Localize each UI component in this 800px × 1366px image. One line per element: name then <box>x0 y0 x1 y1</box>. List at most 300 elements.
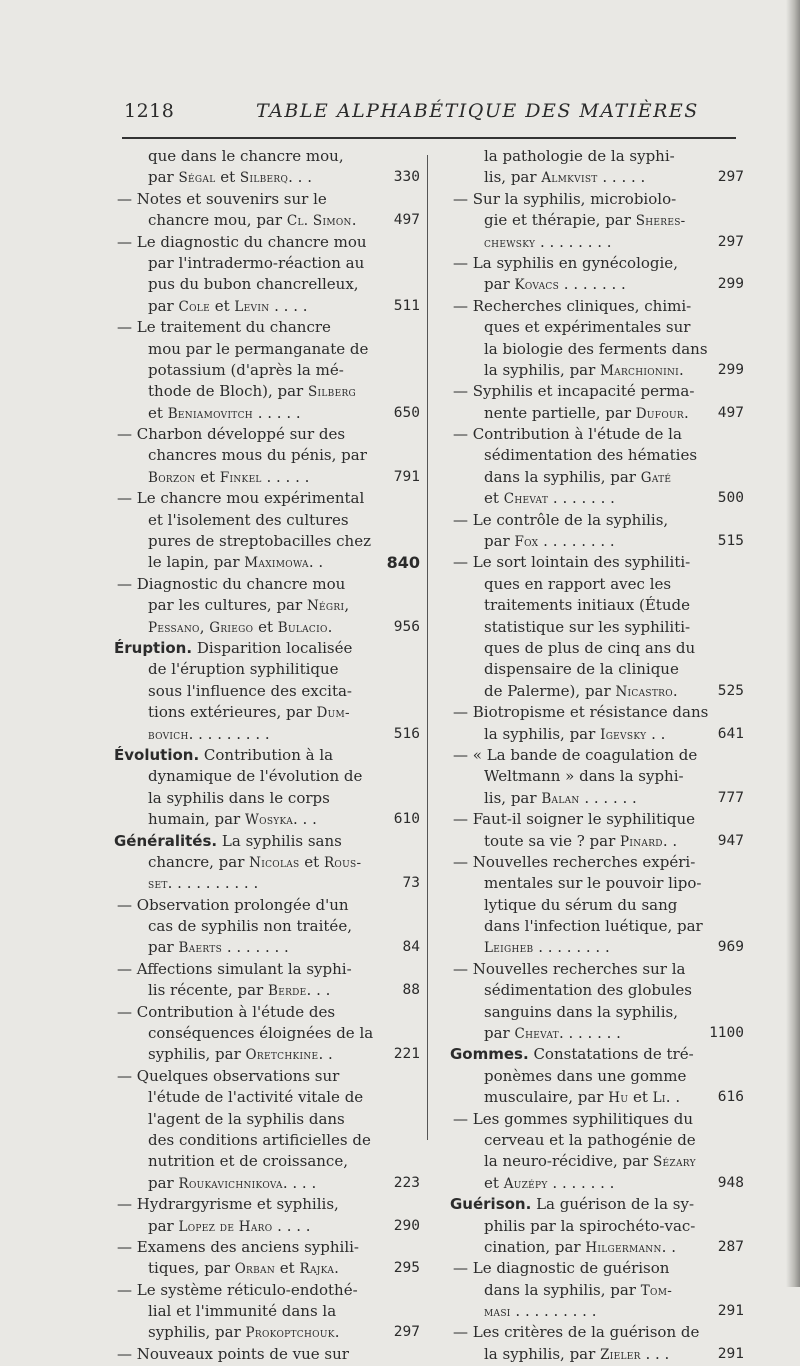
entry-text: Constatations de tré- <box>528 1045 694 1064</box>
entry-text: dans l'infection luétique, par <box>484 917 703 936</box>
entry-text: l'agent de la syphilis dans <box>148 1109 345 1128</box>
entry-line <box>448 1087 744 1108</box>
entry-line <box>112 1002 412 1023</box>
entry-line <box>448 1173 744 1194</box>
entry-text: — Le chancre mou expérimental <box>117 489 365 508</box>
entry-text: . . . <box>306 981 331 1000</box>
entry-text: la biologie des ferments dans <box>484 339 708 358</box>
headword: Guérison. <box>450 1195 532 1214</box>
entry-line <box>448 445 738 466</box>
entry-line <box>112 1173 420 1194</box>
entry-text: ponèmes dans une gomme <box>484 1066 687 1085</box>
entry-text: de Palerme), par <box>484 681 616 700</box>
entry-line <box>112 296 420 317</box>
page-ref: 616 <box>717 1089 744 1106</box>
page-ref: 777 <box>717 789 744 806</box>
author-name: Prokoptchouk <box>245 1325 335 1342</box>
entry-line <box>112 1109 412 1130</box>
entry-text: — Hydrargyrisme et syphilis, <box>117 1195 339 1214</box>
entry-line <box>448 895 738 916</box>
entry-text: — Le contrôle de la syphilis, <box>453 510 669 529</box>
entry-line <box>112 1194 412 1215</box>
entry-line <box>448 1130 738 1151</box>
entry-text: traitements initiaux (Étude <box>484 596 690 615</box>
page-ref: 791 <box>393 468 420 485</box>
author-name: Igevsky <box>600 726 647 743</box>
author-name: Zieler <box>600 1346 641 1363</box>
entry-text: . <box>327 617 333 636</box>
entry-line <box>112 488 412 509</box>
entry-text: syphilis, par <box>148 1323 246 1342</box>
entry-line <box>112 146 412 167</box>
entry-text: La syphilis sans <box>217 831 342 850</box>
entry-line <box>448 809 738 830</box>
page-ref: 1100 <box>709 1025 744 1042</box>
entry-text: dans la syphilis, par <box>484 467 641 486</box>
author-name: Bulacio <box>277 619 328 636</box>
page-ref: 497 <box>393 212 420 229</box>
author-name: Beniamovitch <box>167 405 253 422</box>
entry-line <box>112 617 420 638</box>
entry-text: — Observation prolongée d'un <box>117 895 349 914</box>
index-entry <box>112 232 420 318</box>
entry-text: tiques, par <box>148 1259 235 1278</box>
entry-text: . . . . <box>282 1173 317 1192</box>
entry-text: chancre, par <box>148 852 250 871</box>
author-name: Rajka <box>299 1261 335 1278</box>
entry-text: par l'intradermo-réaction au <box>148 253 365 272</box>
entry-text: lial et l'immunité dans la <box>148 1302 337 1321</box>
index-entry <box>112 317 420 424</box>
entry-text: — Charbon développé sur des <box>117 425 346 444</box>
page-ref: 297 <box>393 1324 420 1341</box>
entry-line <box>448 146 738 167</box>
index-entry <box>448 552 744 702</box>
author-name: Silberg <box>308 384 357 401</box>
entry-text: de l'éruption syphilitique <box>148 660 339 679</box>
entry-text: chancre mou, par <box>148 211 287 230</box>
entry-line <box>448 531 744 552</box>
entry-text: par <box>148 1173 179 1192</box>
entry-line <box>112 959 412 980</box>
index-entry <box>448 1194 744 1258</box>
author-name: Maximowa <box>244 555 309 572</box>
entry-line <box>448 1322 738 1343</box>
index-entry <box>112 1066 420 1194</box>
author-name: Hu <box>608 1090 629 1107</box>
entry-line <box>448 1194 738 1215</box>
entry-line <box>448 724 744 745</box>
page-ref: 287 <box>717 1238 744 1255</box>
entry-line <box>448 274 744 295</box>
entry-line <box>448 403 744 424</box>
entry-line <box>112 232 412 253</box>
entry-line <box>112 210 420 231</box>
entry-line <box>448 1258 738 1279</box>
entry-text: et <box>195 467 220 486</box>
entry-line <box>448 467 738 488</box>
entry-text: gie et thérapie, par <box>484 211 636 230</box>
index-entry <box>112 574 420 638</box>
entry-line <box>448 210 738 231</box>
index-entry <box>448 296 744 382</box>
entry-text: — Recherches cliniques, chimi- <box>453 296 692 315</box>
entry-text: sédimentation des hématies <box>484 446 698 465</box>
entry-text: — Les critères de la guérison de <box>453 1323 700 1342</box>
entry-line <box>448 1237 744 1258</box>
index-entry <box>112 1280 420 1344</box>
page-ref: 290 <box>393 1217 420 1234</box>
page-ref: 291 <box>717 1303 744 1320</box>
page-ref: 956 <box>393 618 420 635</box>
index-entry <box>448 253 744 296</box>
entry-line <box>448 253 738 274</box>
entry-text: lis, par <box>484 788 542 807</box>
entry-line <box>112 339 412 360</box>
entry-text: . <box>683 403 689 422</box>
entry-line <box>448 617 738 638</box>
entry-text: et <box>628 1088 653 1107</box>
author-name: Dum- <box>316 705 350 722</box>
entry-line <box>112 873 420 894</box>
author-name: Ségal <box>178 170 216 187</box>
page-ref: 650 <box>393 404 420 421</box>
entry-text: par <box>148 938 179 957</box>
running-title: TABLE ALPHABÉTIQUE DES MATIÈRES <box>256 100 699 122</box>
entry-text: lytique du sérum du sang <box>484 895 678 914</box>
entry-text: lis récente, par <box>148 981 268 1000</box>
index-entry <box>112 146 420 189</box>
entry-text: par <box>484 275 515 294</box>
entry-line <box>112 381 412 402</box>
entry-text: tions extérieures, par <box>148 703 317 722</box>
author-name: Hilgermann <box>585 1239 662 1256</box>
author-name: bovich <box>148 726 189 743</box>
page-ref: 221 <box>393 1046 420 1063</box>
page-ref: 516 <box>393 725 420 742</box>
entry-line <box>448 873 738 894</box>
entry-line <box>112 1216 420 1237</box>
index-entry <box>112 959 420 1002</box>
right-column <box>448 146 744 1365</box>
index-entry <box>448 424 744 510</box>
entry-text: cerveau et la pathogénie de <box>484 1130 696 1149</box>
author-name: Borzon <box>148 469 196 486</box>
entry-text: . . . . . . . <box>559 275 626 294</box>
entry-line <box>112 510 412 531</box>
entry-line <box>448 659 738 680</box>
entry-text: — Le système réticulo-endothé- <box>117 1280 358 1299</box>
entry-text: mentales sur le pouvoir lipo- <box>484 874 702 893</box>
entry-text: par <box>484 532 515 551</box>
left-column <box>112 146 420 1365</box>
entry-text: . . . . . . . . . . <box>167 874 259 893</box>
index-entry <box>448 809 744 852</box>
entry-line <box>112 788 412 809</box>
entry-text: le lapin, par <box>148 553 245 572</box>
author-name: set <box>148 876 168 893</box>
index-entry <box>112 488 420 574</box>
entry-text: et <box>275 1259 300 1278</box>
entry-text: et <box>484 1173 504 1192</box>
author-name: Nicastro <box>615 683 673 700</box>
entry-text: . . . . . . . . <box>533 938 610 957</box>
entry-text: et l'isolement des cultures <box>148 510 349 529</box>
entry-text: . . <box>308 553 324 572</box>
entry-text: — Syphilis et incapacité perma- <box>453 382 695 401</box>
entry-text: syphilis, par <box>148 1045 246 1064</box>
entry-text: par <box>148 1216 179 1235</box>
page-ref: 295 <box>393 1260 420 1277</box>
entry-text: . . . . <box>272 1216 311 1235</box>
entry-text: nente partielle, par <box>484 403 636 422</box>
entry-text: la syphilis, par <box>484 1344 601 1363</box>
page-ref: 840 <box>386 553 420 573</box>
entry-text: . . . . . . . . . <box>188 724 270 743</box>
author-name: chewsky <box>484 234 536 251</box>
page-ref: 73 <box>402 875 420 892</box>
entry-line <box>448 702 738 723</box>
page-ref: 297 <box>717 233 744 250</box>
entry-text: et <box>484 489 504 508</box>
entry-text: par <box>484 1024 515 1043</box>
entry-line <box>448 852 738 873</box>
entry-line <box>112 531 412 552</box>
author-name: Négri <box>306 598 345 615</box>
entry-line <box>448 1280 738 1301</box>
entry-text: cination, par <box>484 1237 586 1256</box>
entry-text: . . . . . . . <box>547 1173 615 1192</box>
entry-text: thode de Bloch), par <box>148 382 308 401</box>
entry-text: — La syphilis en gynécologie, <box>453 253 678 272</box>
entry-text: sanguins dans la syphilis, <box>484 1002 678 1021</box>
page-ref: 84 <box>402 939 420 956</box>
page-ref: 610 <box>393 811 420 828</box>
entry-line <box>448 916 738 937</box>
index-entry <box>112 831 420 895</box>
entry-text: l'étude de l'activité vitale de <box>148 1088 364 1107</box>
page-ref: 291 <box>717 1345 744 1362</box>
entry-text: — Le sort lointain des syphiliti- <box>453 553 691 572</box>
entry-line <box>112 1301 412 1322</box>
entry-line <box>448 488 744 509</box>
entry-text: . . <box>661 1237 676 1256</box>
author-name: Lopez de Haro <box>178 1218 273 1235</box>
index-entry <box>448 1322 744 1365</box>
entry-text: la syphilis dans le corps <box>148 788 330 807</box>
entry-text: pus du bubon chancrelleux, <box>148 275 359 294</box>
entry-text: lis, par <box>484 168 542 187</box>
entry-text: . . . <box>288 168 312 187</box>
entry-line <box>112 1130 412 1151</box>
entry-text: des conditions artificielles de <box>148 1130 371 1149</box>
author-name: Dufour <box>635 405 684 422</box>
author-name: Li <box>652 1090 666 1107</box>
entry-line <box>112 189 412 210</box>
entry-text: . . . . . . . <box>548 489 615 508</box>
author-name: Auzépy <box>503 1175 548 1192</box>
entry-text: . . . . . . . <box>222 938 289 957</box>
entry-text: . . . . <box>269 296 308 315</box>
index-entry <box>112 1194 420 1237</box>
entry-line <box>112 552 420 573</box>
entry-text: par <box>148 296 179 315</box>
entry-line <box>112 681 412 702</box>
entry-line <box>112 809 420 830</box>
entry-text: la neuro-récidive, par <box>484 1152 653 1171</box>
entry-text: — Les gommes syphilitiques du <box>453 1109 694 1128</box>
entry-text: la syphilis, par <box>484 724 601 743</box>
entry-line <box>448 189 738 210</box>
entry-text: . . . . . <box>597 168 646 187</box>
entry-text: la pathologie de la syphi- <box>484 147 675 165</box>
entry-line <box>112 1344 412 1365</box>
author-name: Wosyka <box>244 812 293 829</box>
entry-line <box>112 745 412 766</box>
entry-text: Disparition localisée <box>192 638 353 657</box>
entry-text: . . . <box>640 1344 670 1363</box>
entry-text: — Nouveaux points de vue sur <box>117 1344 349 1363</box>
page-ref: 525 <box>717 682 744 699</box>
entry-text: — Nouvelles recherches sur la <box>453 959 686 978</box>
page-ref: 497 <box>717 404 744 421</box>
author-name: Marchionini <box>600 362 679 379</box>
entry-line <box>448 766 738 787</box>
entry-text: ques en rapport avec les <box>484 574 672 593</box>
entry-text: chancres mous du pénis, par <box>148 446 367 465</box>
headword: Éruption. <box>114 638 193 657</box>
entry-line <box>448 595 738 616</box>
entry-line <box>112 1322 420 1343</box>
entry-line <box>112 702 412 723</box>
entry-line <box>448 681 744 702</box>
entry-text: — Le diagnostic du chancre mou <box>117 232 367 251</box>
entry-line <box>448 552 738 573</box>
entry-text: — Notes et souvenirs sur le <box>117 189 327 208</box>
entry-text: dispensaire de la clinique <box>484 660 679 679</box>
author-name: Oretchkine <box>245 1047 319 1064</box>
entry-line <box>448 1151 738 1172</box>
entry-line <box>112 595 412 616</box>
entry-line <box>448 1109 738 1130</box>
entry-text: dynamique de l'évolution de <box>148 767 363 786</box>
page-ref: 500 <box>717 490 744 507</box>
entry-line <box>448 937 744 958</box>
entry-text: . . . <box>293 810 317 829</box>
index-entry <box>112 895 420 959</box>
entry-text: potassium (d'après la mé- <box>148 360 344 379</box>
entry-line <box>112 916 412 937</box>
page-ref: 641 <box>717 725 744 742</box>
entry-line <box>112 360 412 381</box>
entry-line <box>448 980 738 1001</box>
entry-text: musculaire, par <box>484 1088 609 1107</box>
page-ref: 330 <box>393 169 420 186</box>
entry-line <box>448 574 738 595</box>
entry-line <box>112 1280 412 1301</box>
entry-text: . . . . . . . <box>558 1024 621 1043</box>
entry-text: ques de plus de cinq ans du <box>484 638 696 657</box>
author-name: Finkel <box>219 469 262 486</box>
entry-line <box>112 895 412 916</box>
entry-text: — Sur la syphilis, microbiolo- <box>453 189 677 208</box>
author-name: Gaté <box>640 469 672 486</box>
author-name: Tom- <box>640 1282 673 1299</box>
page-ref: 299 <box>717 361 744 378</box>
entry-text: et <box>253 617 278 636</box>
entry-line <box>448 1301 744 1322</box>
entry-line <box>448 1044 738 1065</box>
entry-text: humain, par <box>148 810 245 829</box>
index-entry <box>448 146 744 189</box>
index-entry <box>448 745 744 809</box>
entry-text: toute sa vie ? par <box>484 831 621 850</box>
author-name: Pessano <box>148 619 200 636</box>
entry-line <box>112 852 412 873</box>
entry-line <box>112 467 420 488</box>
entry-text: . . <box>318 1045 333 1064</box>
index-entry <box>448 852 744 959</box>
entry-text: que dans le chancre mou, <box>148 147 344 165</box>
headword: Généralités. <box>114 831 218 850</box>
entry-line <box>448 745 738 766</box>
entry-line <box>448 510 738 531</box>
entry-text: . <box>672 681 678 700</box>
index-entry <box>448 510 744 553</box>
entry-line <box>112 1151 412 1172</box>
entry-text: philis par la spirochéto-vac- <box>484 1216 696 1235</box>
entry-text: statistique sur les syphiliti- <box>484 617 691 636</box>
entry-text: . . . . . <box>252 403 301 422</box>
index-entry <box>448 702 744 745</box>
entry-line <box>112 937 420 958</box>
entry-line <box>448 831 744 852</box>
entry-text: — Le diagnostic de guérison <box>453 1259 670 1278</box>
entry-text: . . <box>646 724 666 743</box>
entry-line <box>112 574 412 595</box>
entry-text: Weltmann » dans la syphi- <box>484 767 684 786</box>
entry-line <box>448 360 744 381</box>
entry-line <box>448 1216 738 1237</box>
entry-text: et <box>148 403 168 422</box>
entry-text: . <box>351 211 357 230</box>
index-entry <box>448 189 744 253</box>
author-name: Cole <box>178 298 210 315</box>
entry-line <box>448 296 738 317</box>
entry-text: — Le traitement du chancre <box>117 318 331 337</box>
entry-text: — Contribution à l'étude de la <box>453 425 682 444</box>
entry-text: Contribution à la <box>199 745 334 764</box>
entry-text: — Faut-il soigner le syphilitique <box>453 810 696 829</box>
entry-text: . . . . . . . . . <box>510 1302 597 1321</box>
page-ref: 297 <box>717 169 744 186</box>
entry-text: et <box>209 296 235 315</box>
page-ref: 515 <box>717 533 744 550</box>
entry-text: — Biotropisme et résistance dans <box>453 703 709 722</box>
column-divider <box>427 155 428 1140</box>
author-name: Sheres- <box>635 213 686 230</box>
entry-text: ques et expérimentales sur <box>484 318 691 337</box>
page-ref: 223 <box>393 1174 420 1191</box>
entry-line <box>112 317 412 338</box>
entry-text: . . . . . . <box>579 788 637 807</box>
entry-text: — Affections simulant la syphi- <box>117 959 352 978</box>
index-entry <box>448 1044 744 1108</box>
entry-text: . <box>679 360 684 379</box>
entry-line <box>112 638 412 659</box>
index-entry <box>112 424 420 488</box>
entry-text: . . . . . <box>261 467 310 486</box>
